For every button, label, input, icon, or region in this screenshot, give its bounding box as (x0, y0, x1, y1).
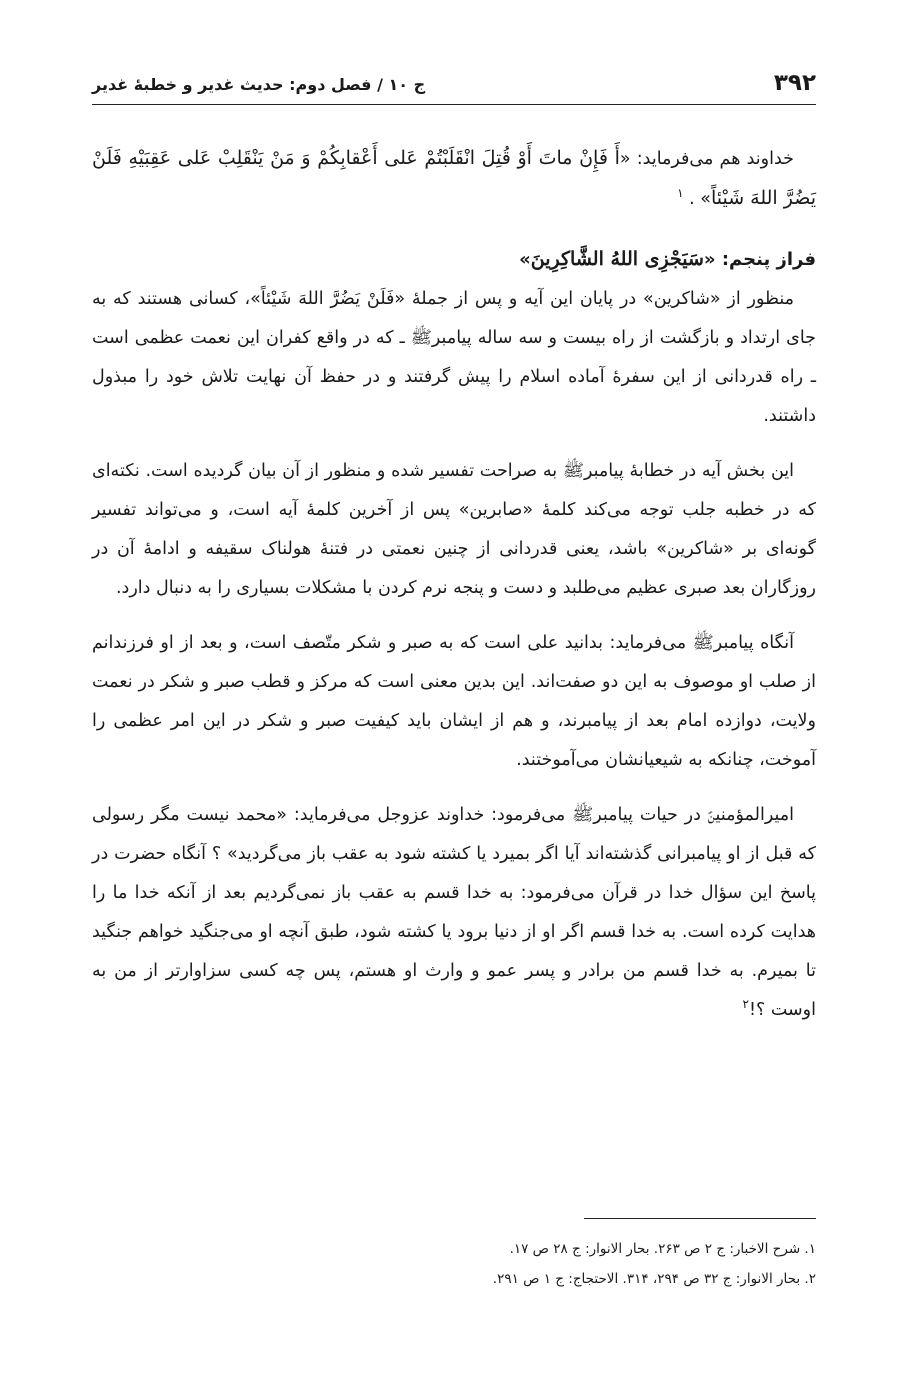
footnote-1: ۱. شرح الاخبار: ج ۲ ص ۲۶۳. بحار الانوار: ج ۲۸ ص ۱۷. (509, 1241, 816, 1257)
quote-close: » . (689, 189, 711, 209)
quran-verse: أَ فَإِنْ ماتَ أَوْ قُتِلَ انْقَلَبْتُمْ عَلى أَعْقابِكُمْ وَ مَنْ يَنْقَلِبْ عَلى عَقِبَيْهِ فَلَنْ يَضُرَّ اللهَ شَيْئاً (92, 147, 816, 209)
section-heading (92, 239, 816, 280)
footnote-2: ۲. بحار الانوار: ج ۳۲ ص ۲۹۴، ۳۱۴. الاحتجاج: ج ۱ ص ۲۹۱. (492, 1271, 816, 1287)
paragraph-quran-verse (92, 139, 816, 219)
section-heading-verse: سَيَجْزِى اللهُ الشَّاكِرِينَ (530, 248, 704, 270)
footnote-separator (584, 1218, 816, 1219)
book-page (92, 58, 816, 1046)
body-text (92, 139, 816, 1030)
footnotes (92, 1234, 816, 1294)
quote-close: » (519, 249, 531, 270)
page-number: ۳۹۲ (773, 70, 816, 96)
paragraph-text: خداوند هم می‌فرماید: « (619, 149, 794, 169)
paragraph-shakirin-meaning: منظور از «شاکرین» در پایان این آیه و پس از جملهٔ «فَلَنْ يَضُرَّ اللهَ شَيْئاً»، کسانی هستند که به جای ارتداد و بازگشت از راه بیست و سه ساله پیامبرﷺ ـ که در واقع کفران این نعمت عظمی است ـ راه قدردانی از این سفرهٔ آماده اسلام را پیش گرفتند و در حفظ آن نهایت تلاش خود را مبذول داشتند. (92, 289, 816, 426)
running-header-title: ج ۱۰ / فصل دوم: حدیث غدیر و خطبهٔ غدیر (92, 75, 426, 94)
footnote-reference[interactable]: ۱ (677, 186, 684, 201)
section-heading-label: فراز پنجم: « (703, 249, 816, 270)
paragraph-patience-gratitude: آنگاه پیامبرﷺ می‌فرماید: بدانید علی است که به صبر و شکر متّصف است، و بعد از او فرزندانم از صلب او موصوف به این دو صفت‌اند. این بدین معنی است که مرکز و قطب صبر و شکر در نعمت ولایت، دوازده امام بعد از پیامبرند، و هم از ایشان باید کیفیت صبر و شکر در این امر عظمی را آموخت، چنانکه به شیعیانشان می‌آموختند. (92, 633, 816, 770)
paragraph-amir-al-muminin (92, 796, 816, 1030)
footnote-reference[interactable]: ۲ (742, 997, 749, 1012)
running-header (92, 58, 816, 105)
paragraph-text: امیرالمؤمنینؑ در حیات پیامبرﷺ می‌فرمود: خداوند عزوجل می‌فرماید: «محمد نیست مگر رسولی که قبل از او پیامبرانی گذشته‌اند آیا اگر بمیرد یا کشته شود به عقب باز می‌گردید» ؟ آنگاه حضرت در پاسخ این سؤال خدا در قرآن می‌فرمود: به خدا قسم به عقب باز نمی‌گردیم بعد از آنکه خدا ما را هدایت کرده است. به خدا قسم اگر او از دنیا برود یا کشته شود، طبق آنچه او می‌جنگید خواهم جنگید تا بمیرم. به خدا قسم من برادر و پسر عمو و وارث او هستم، پس چه کسی سزاوارتر از من به اوست ؟! (92, 805, 816, 1020)
paragraph-sermon-interpretation: این بخش آیه در خطابهٔ پیامبرﷺ به صراحت تفسیر شده و منظور از آن بیان گردیده است. نکته‌ای که در خطبه جلب توجه می‌کند کلمهٔ «صابرین» پس از آخرین کلمهٔ آیه است، و می‌تواند تفسیر گونه‌ای بر «شاکرین» باشد، یعنی قدردانی از چنین نعمتی در فتنهٔ هولناک سقیفه و ادامهٔ آن در روزگاران بعد صبری عظیم می‌طلبد و دست و پنجه نرم کردن با مشکلات بسیاری را به دنبال دارد. (92, 461, 816, 598)
